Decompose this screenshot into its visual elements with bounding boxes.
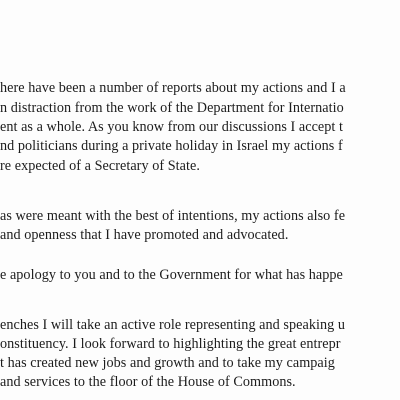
letter-line: and services to the floor of the House of Commons. [0,374,296,390]
letter-line: nd politicians during a private holiday in Israel my actions f [0,138,343,154]
letter-line: enches I will take an active role representing and speaking u [0,317,345,333]
letter-line: e apology to you and to the Government for what has happe [0,267,343,283]
letter-line: t has created new jobs and growth and to take my campaig [0,355,335,371]
letter-line: ent as a whole. As you know from our discussions I accept t [0,119,343,135]
letter-line: as were meant with the best of intentions, my actions also fe [0,208,346,224]
letter-line: and openness that I have promoted and advocated. [0,227,289,243]
letter-line: n distraction from the work of the Department for Internatio [0,100,344,116]
letter-line: re expected of a Secretary of State. [0,158,200,174]
letter-line: onstituency. I look forward to highlighting the great entrepr [0,336,341,352]
letter-line: here have been a number of reports about my actions and I a [0,80,346,96]
